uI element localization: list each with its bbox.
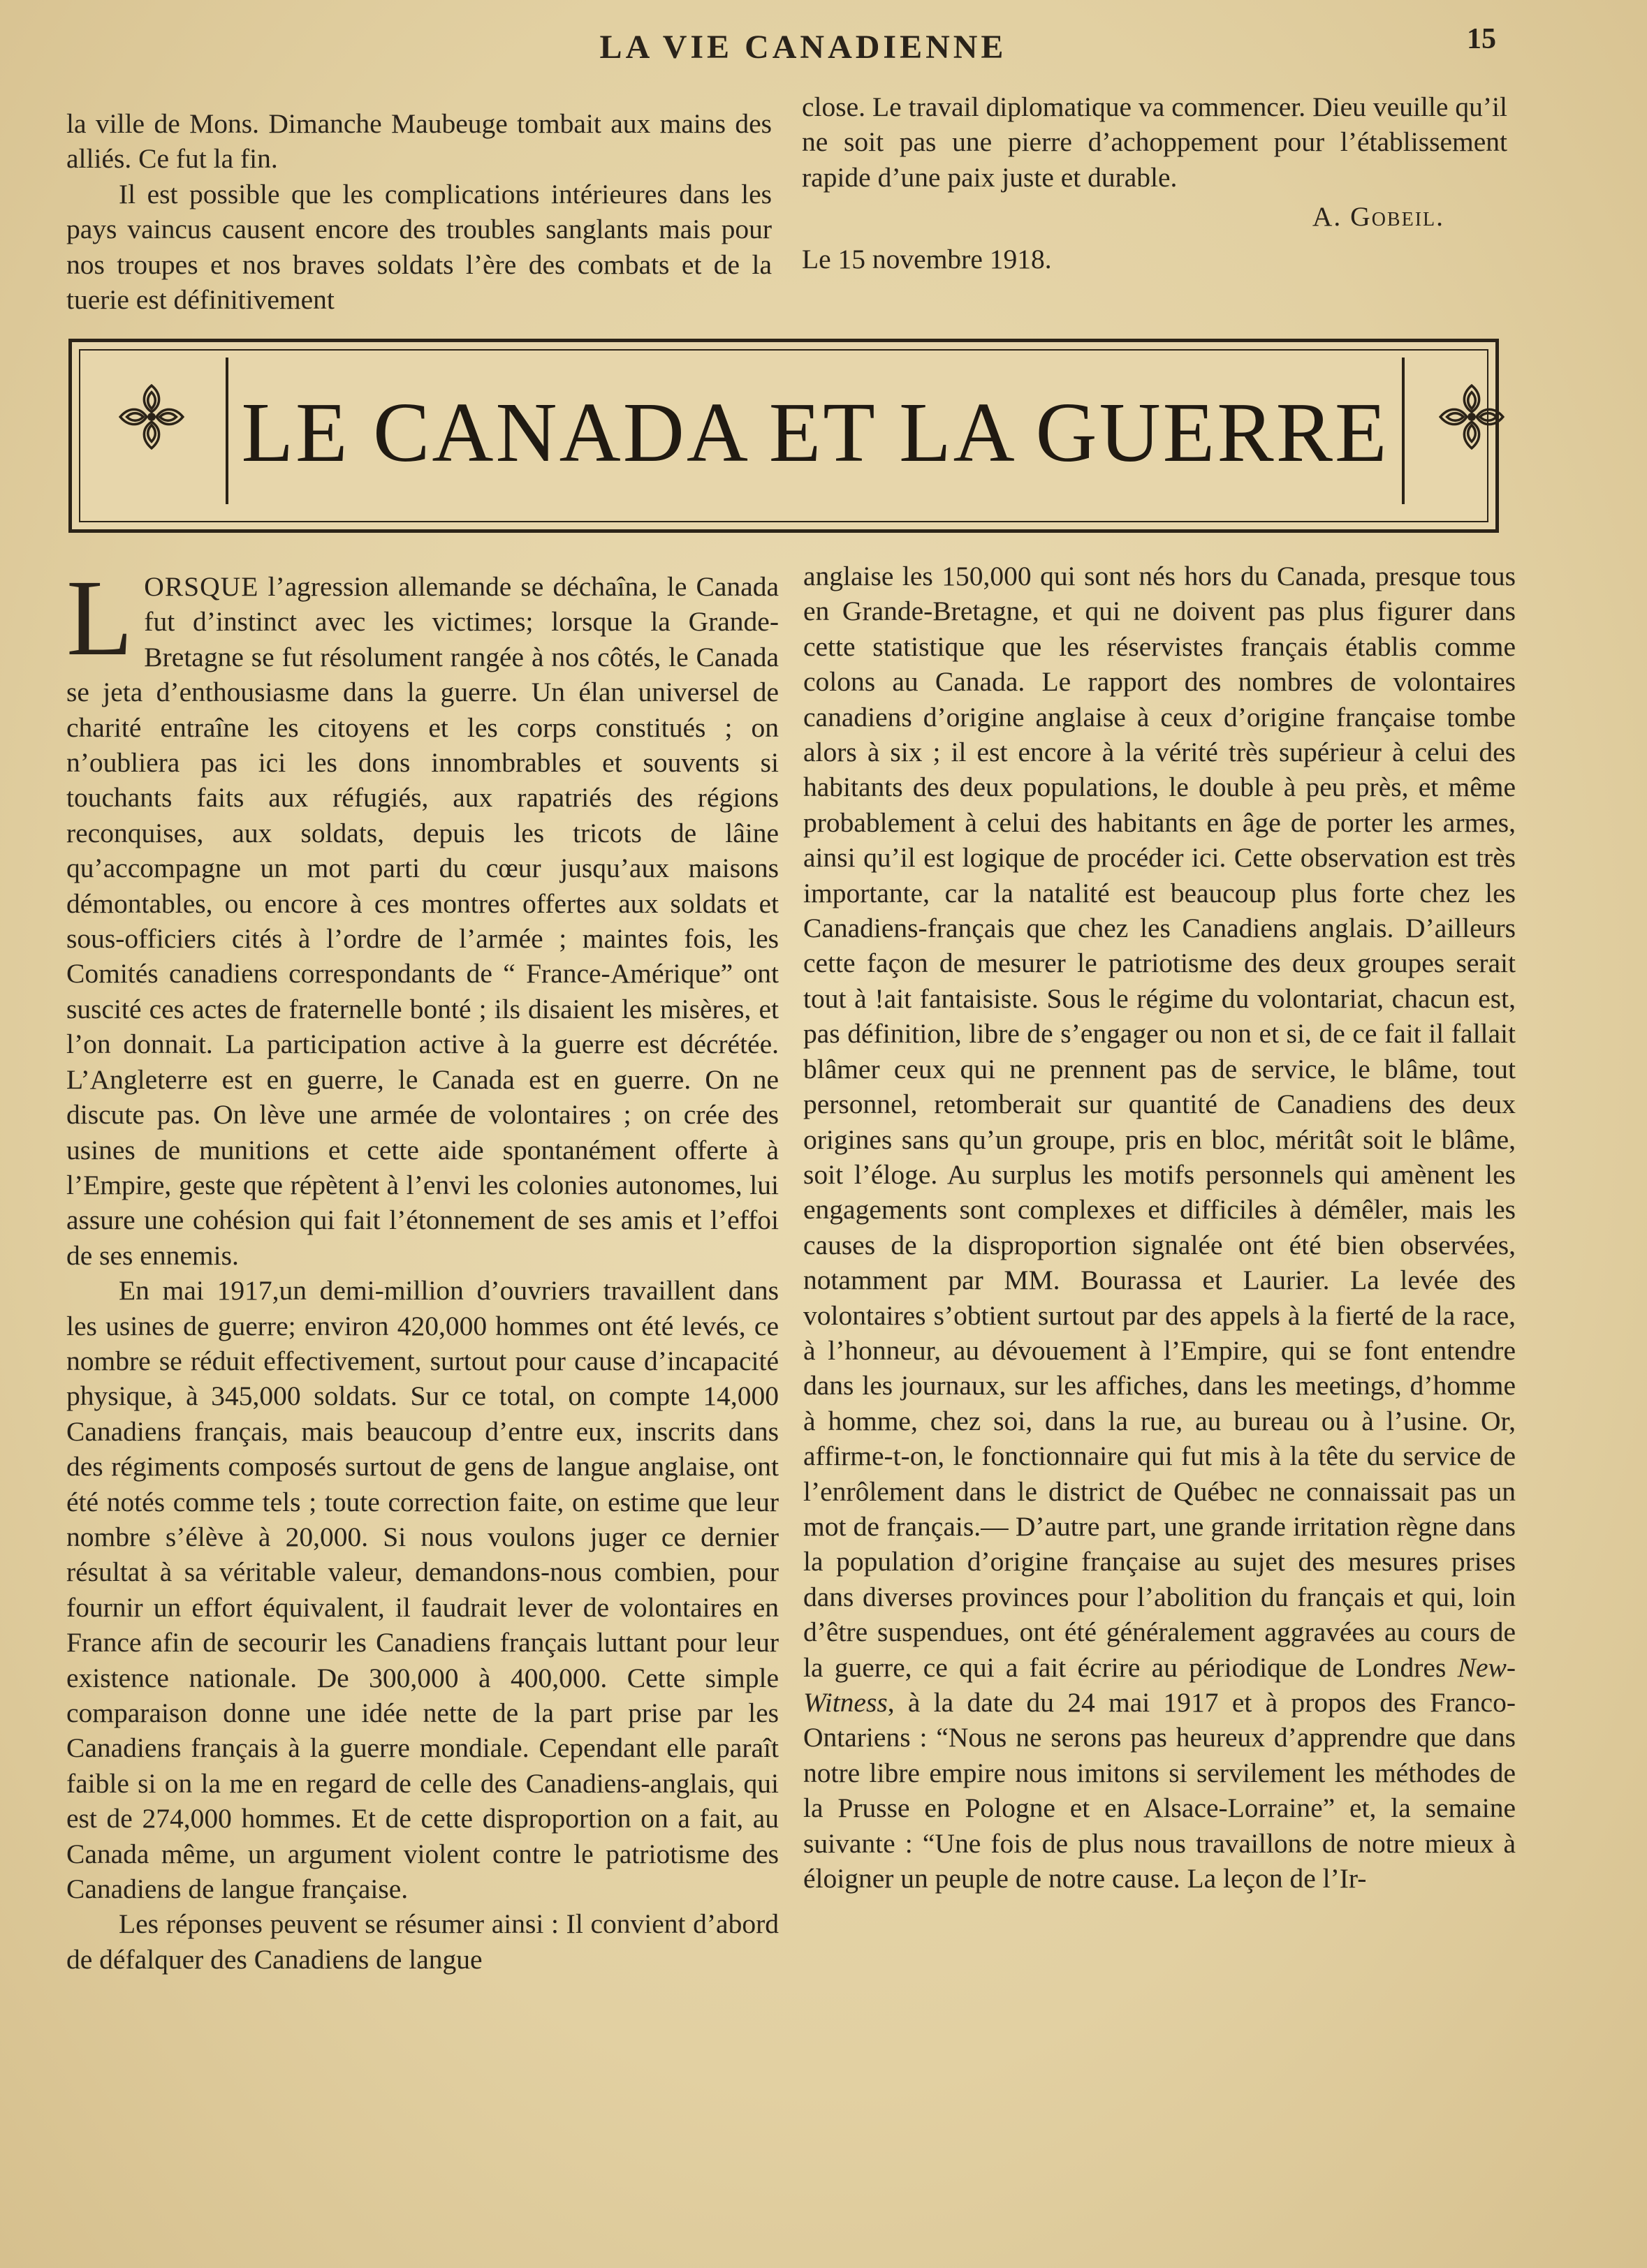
paragraph: la ville de Mons. Dimanche Maubeuge tombait aux mains des alliés. Ce fut la fin. [66, 108, 772, 175]
paragraph: En mai 1917,un demi-million d’ouvriers travaillent dans les usines de guerre; environ 420,000 hommes ont été levés, ce nombre se réduit effectivement, surtout pour cause d’incapacité physique, à 345,000 soldats. Sur ce total, on compte 14,000 Canadiens français, mais beaucoup d’entre eux, inscrits dans des régiments composés surtout de gens de langue anglaise, ont été notés comme tels ; toute correction faite, on estime que leur nombre s’élève à 20,000. Si nous voulons juger ce dernier résultat à sa véritable valeur, demandons-nous combien, pour fournir un effort équivalent, il faudrait lever de volontaires en France afin de secourir les Canadiens français luttant pour leur existence nationale. De 300,000 à 400,000. Cette simple comparaison donne une idée nette de la part prise par les Canadiens français à la guerre mondiale. Cependant elle paraît faible si on la me en regard de celle des Canadiens-anglais, qui est de 274,000 hommes. Et de cette disproportion on a fait, au Canada même, un argument violent contre le patriotisme des Canadiens de langue française. [66, 1275, 779, 1905]
periodical-name: New-Witness [803, 1651, 1516, 1718]
paragraph [66, 557, 779, 1273]
paragraph-text: , à la date du 24 mai 1917 et à propos des Franco-Ontariens : “Nous ne serons pas heureux d’apprendre que dans notre libre empire nous imitons si servilement les méthodes de la Prusse en Pologne et en Alsace-Lorraine” et, la semaine suivante : “Une fois de plus nous travaillons de notre mieux à éloigner un peuple de notre cause. La leçon de l’Ir- [803, 1687, 1516, 1894]
section-title: LE CANADA ET LA GUERRE [241, 385, 1389, 480]
lead-word: ORSQUE [144, 571, 259, 602]
article-right-column [803, 559, 1516, 1896]
paragraph: Il est possible que les complications intérieures dans les pays vaincus causent encore des troubles sanglants mais pour nos troupes et nos braves soldats l’ère des combats et de la tuerie est définitivement [66, 178, 772, 316]
paragraph: Les réponses peuvent se résumer ainsi : Il convient d’abord de défalquer des Canadiens de langue [66, 1908, 779, 1975]
paragraph-text: l’agression allemande se déchaîna, le Canada fut d’instinct avec les victimes; lorsque la Grande-Bretagne se fut résolument rangée à nos côtés, le Canada se jeta d’enthousiasme dans la guerre. Un élan universel de charité entraîne les citoyens et les corps constitués ; on n’oubliera pas ici les dons innombrables et souvents si touchants faits aux réfugiés, aux rapatriés des régions reconquises, aux soldats, depuis les tricots de lâine qu’accompagne un mot parti du cœur jusqu’aux maisons démontables, ou encore à ces montres offertes aux soldats et sous-officiers cités à l’ordre de l’armée ; maintes fois, les Comités canadiens correspondants de “ France-Amérique” ont suscité ces actes de fraternelle bonté ; ils disaient les misères, et l’on donnait. La participation active à la guerre est décrétée. L’Angleterre est en guerre, le Canada est en guerre. On ne discute pas. On lève une armée de volontaires ; on crée des usines de munitions et cette aide spontanément offerte à l’Empire, geste que répètent à l’envi les colonies autonomes, lui assure une cohésion qui fait l’étonnement de ses amis et l’effoi de ses ennemis. [66, 571, 779, 1271]
quatrefoil-ornament-icon [1430, 376, 1513, 458]
banner-title-panel [226, 358, 1405, 504]
paragraph: close. Le travail diplomatique va commencer. Dieu veuille qu’il ne soit pas une pierre d’achoppement pour l’établissement rapide d’une paix juste et durable. [802, 91, 1507, 193]
quatrefoil-ornament-icon [110, 376, 193, 458]
article-left-column [66, 557, 779, 1977]
previous-article-right-column [802, 89, 1507, 277]
paragraph [803, 559, 1516, 1896]
page-number: 15 [1467, 23, 1496, 55]
section-banner [68, 339, 1499, 533]
running-title: LA VIE CANADIENNE [599, 29, 1007, 66]
author-signature: A. Gobeil. [1312, 201, 1444, 233]
paragraph-text: anglaise les 150,000 qui sont nés hors du Canada, presque tous en Grande-Bretagne, et qui ne doivent pas plus figurer dans cette statistique que les réservistes français établis comme colons au Canada. Le rapport des nombres de volontaires canadiens d’origine anglaise à ceux d’origine française tombe alors à six ; il est encore à la vérité très supérieur à celui des habitants des deux populations, le double à peu près, et même probablement à celui des habitants en âge de porter les armes, ainsi qu’il est logique de procéder ici. Cette observation est très importante, car la natalité est beaucoup plus forte chez les Canadiens-français que chez les Canadiens anglais. D’ailleurs cette façon de mesurer le patriotisme des deux groupes serait tout à !ait fantaisiste. Sous le régime du volontariat, chacun est, pas définition, libre de s’engager ou non et si, de ce fait il fallait blâmer ceux qui ne prennent pas de service, le blâme, tout personnel, retomberait sur quantité de Canadiens des deux origines sans qu’un groupe, pris en bloc, méritât soit le blâme, soit l’éloge. Au surplus les motifs personnels qui amènent les engagements sont complexes et difficiles à démêler, mais les causes de la disproportion signalée ont été bien observées, notamment par MM. Bourassa et Laurier. La levée des volontaires s’obtient surtout par des appels à la fierté de la race, à l’honneur, au dévouement à l’Empire, qui se font entendre dans les journaux, sur les affiches, dans les meetings, d’homme à homme, chez soi, dans la rue, au bureau ou à l’usine. Or, affirme-t-on, le fonctionnaire qui fut mis à la tête du service de l’enrôlement dans le district de Québec ne connaissait pas un mot de français.— D’autre part, une grande irritation règne dans la population d’origine française au sujet des mesures prises dans diverses provinces pour l’abolition du français et qui, loin d’être suspendues, ont été généralement aggravées au cours de la guerre, ce qui a fait écrire au périodique de Londres [803, 561, 1516, 1683]
date-line: Le 15 novembre 1918. [802, 243, 1052, 274]
drop-cap: L [66, 557, 133, 678]
previous-article-left-column [66, 106, 772, 317]
